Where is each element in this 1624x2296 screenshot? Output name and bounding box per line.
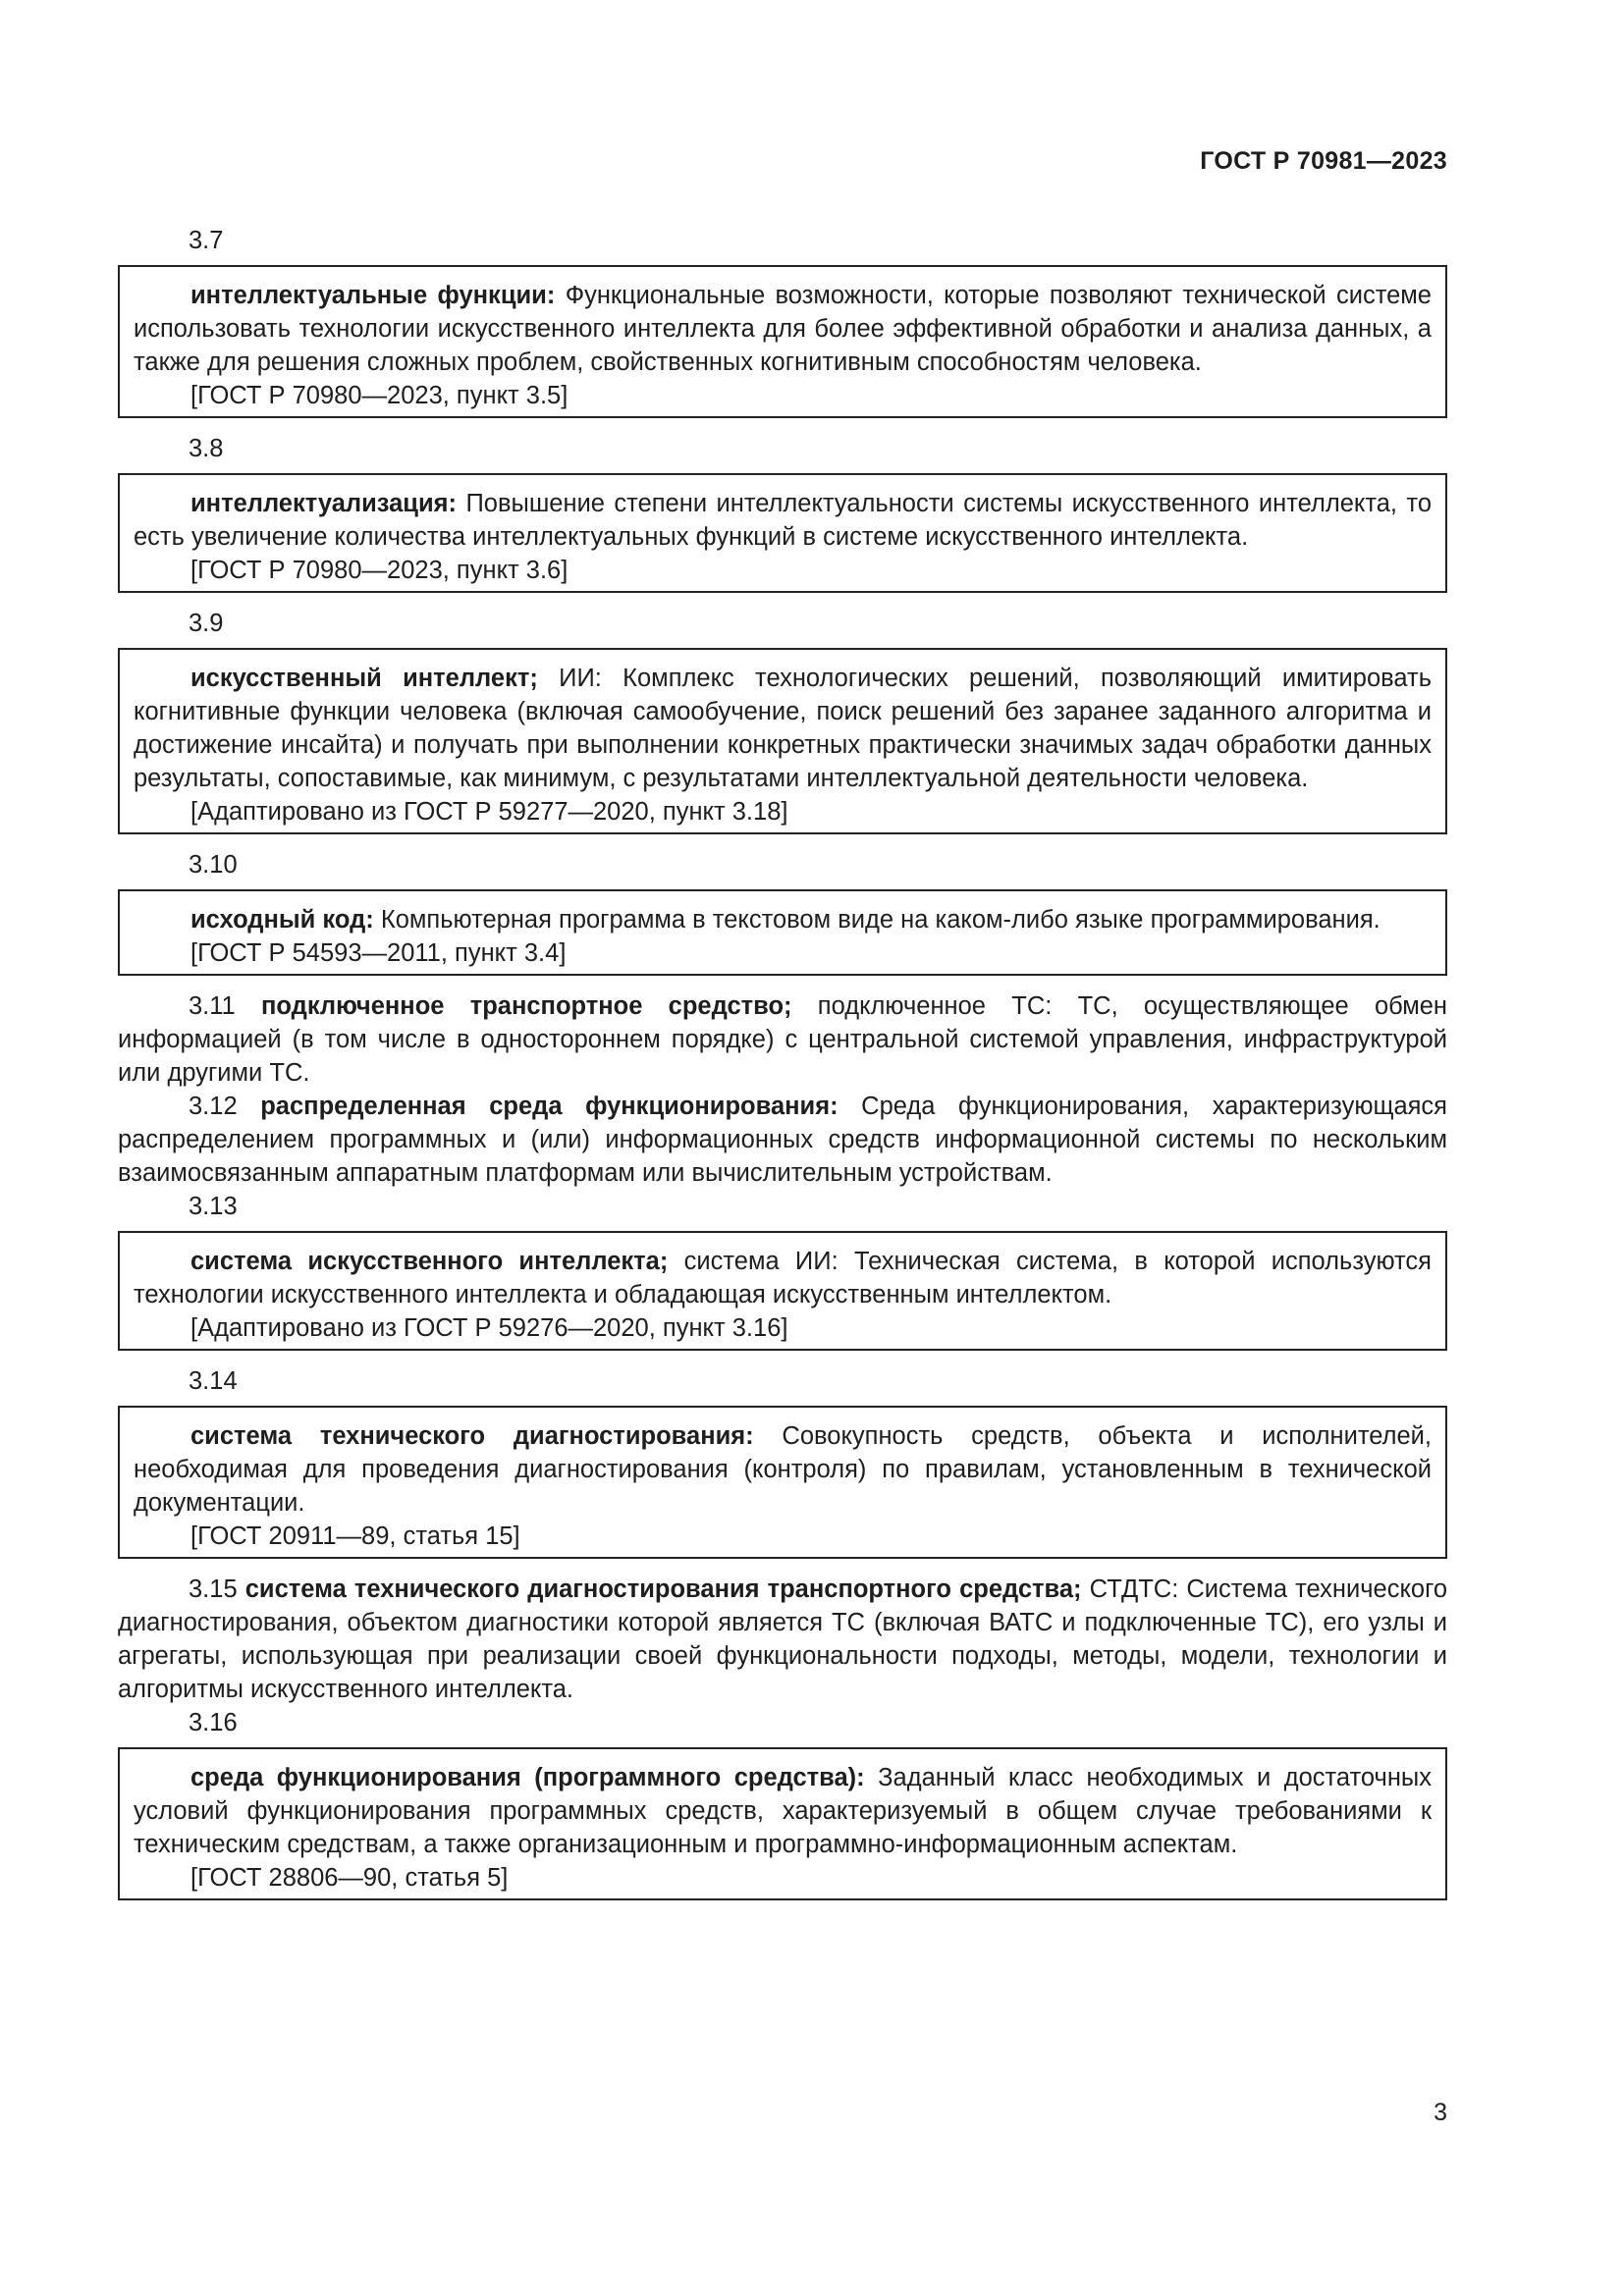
term-definition	[134, 279, 1432, 379]
term-box	[118, 1747, 1447, 1900]
term-definition	[134, 487, 1432, 554]
term-number: 3.7	[189, 227, 224, 254]
term-source: [ГОСТ 28806—90, статья 5]	[190, 1864, 509, 1892]
term-number: 3.10	[189, 851, 238, 879]
term-definition	[134, 1245, 1432, 1311]
term-name: система технического диагностирования:	[190, 1422, 754, 1450]
page-number: 3	[1434, 2099, 1447, 2126]
term-number: 3.14	[189, 1367, 238, 1395]
term-definition	[134, 1761, 1432, 1861]
term-paragraph	[118, 1090, 1447, 1190]
term-source: [ГОСТ Р 54593—2011, пункт 3.4]	[190, 939, 567, 967]
term-definition	[134, 903, 1432, 936]
term-name: распределенная среда функционирования:	[260, 1093, 839, 1120]
definition-text: СТДТС: Система технического диагностирования, объектом диагностики которой является ТС (включая ВАТС и подключенные ТС), его узлы и агрегаты, использующая при реализации своей функциональности подходы, методы, модели, технологии и алгоритмы искусственного интеллекта.	[118, 1575, 1448, 1703]
term-number: 3.16	[189, 1709, 238, 1736]
term-name: исходный код:	[190, 906, 374, 934]
term-number: 3.13	[189, 1193, 238, 1220]
term-number: 3.12	[189, 1093, 261, 1120]
definition-text: Повышение степени интеллектуальности системы искусственного интеллекта, то есть увеличение количества интеллектуальных функций в системе искусственного интеллекта.	[134, 490, 1432, 551]
document-code-header: ГОСТ Р 70981—2023	[1200, 147, 1447, 175]
definition-text: Среда функционирования, характеризующаяся распределением программных и (или) информационных средств информационной системы по нескольким взаимосвязанным аппаратным платформам или вычислительным устройствам.	[118, 1093, 1447, 1187]
terms-section	[118, 224, 1447, 1900]
term-definition	[134, 1419, 1432, 1520]
term-source: [ГОСТ 20911—89, статья 15]	[190, 1522, 520, 1550]
term-name: подключенное транспортное средство;	[261, 992, 792, 1020]
term-name: интеллектуальные функции:	[190, 282, 556, 309]
definition-text: подключенное ТС: ТС, осуществляющее обмен информацией (в том числе в одностороннем порядке) с центральной системой управления, инфраструктурой или другими ТС.	[118, 992, 1448, 1087]
term-number: 3.15	[189, 1575, 245, 1603]
term-source: [Адаптировано из ГОСТ Р 59277—2020, пункт 3.18]	[190, 798, 788, 826]
term-source: [ГОСТ Р 70980—2023, пункт 3.5]	[190, 382, 568, 409]
definition-text: система ИИ: Техническая система, в которой используются технологии искусственного интеллекта и обладающая искусственным интеллектом.	[134, 1248, 1432, 1308]
term-number: 3.8	[189, 435, 224, 462]
term-number: 3.11	[189, 992, 261, 1020]
term-box	[118, 1406, 1447, 1559]
term-box	[118, 265, 1447, 418]
term-paragraph	[118, 989, 1447, 1090]
term-box	[118, 473, 1447, 593]
term-paragraph	[118, 1573, 1447, 1706]
definition-text: Функциональные возможности, которые позволяют технической системе использовать технологии искусственного интеллекта для более эффективной обработки и анализа данных, а также для решения сложных проблем, свойственных когнитивным способностям человека.	[134, 282, 1432, 376]
term-name: интеллектуализация:	[190, 490, 458, 517]
term-source: [Адаптировано из ГОСТ Р 59276—2020, пункт 3.16]	[190, 1314, 788, 1342]
term-name: среда функционирования (программного средства):	[190, 1764, 865, 1791]
term-name: искусственный интеллект;	[190, 665, 538, 692]
term-box	[118, 1231, 1447, 1351]
definition-text: ИИ: Комплекс технологических решений, позволяющий имитировать когнитивные функции человека (включая самообучение, поиск решений без заранее заданного алгоритма и достижение инсайта) и получать при выполнении конкретных практически значимых задач обработки данных результаты, сопоставимые, как минимум, с результатами интеллектуальной деятельности человека.	[134, 665, 1432, 792]
term-name: система искусственного интеллекта;	[190, 1248, 669, 1275]
term-box	[118, 648, 1447, 834]
term-name: система технического диагностирования транспортного средства;	[244, 1575, 1082, 1603]
term-definition	[134, 662, 1432, 795]
definition-text: Заданный класс необходимых и достаточных условий функционирования программных средств, характеризуемый в общем случае требованиями к техническим средствам, а также организационным и программно-информационным аспектам.	[134, 1764, 1432, 1858]
term-number: 3.9	[189, 610, 224, 637]
term-box	[118, 889, 1447, 976]
definition-text: Компьютерная программа в текстовом виде на каком-либо языке программирования.	[373, 906, 1380, 934]
term-source: [ГОСТ Р 70980—2023, пункт 3.6]	[190, 557, 568, 584]
definition-text: Совокупность средств, объекта и исполнителей, необходимая для проведения диагностирования (контроля) по правилам, установленным в технической документации.	[134, 1422, 1432, 1517]
